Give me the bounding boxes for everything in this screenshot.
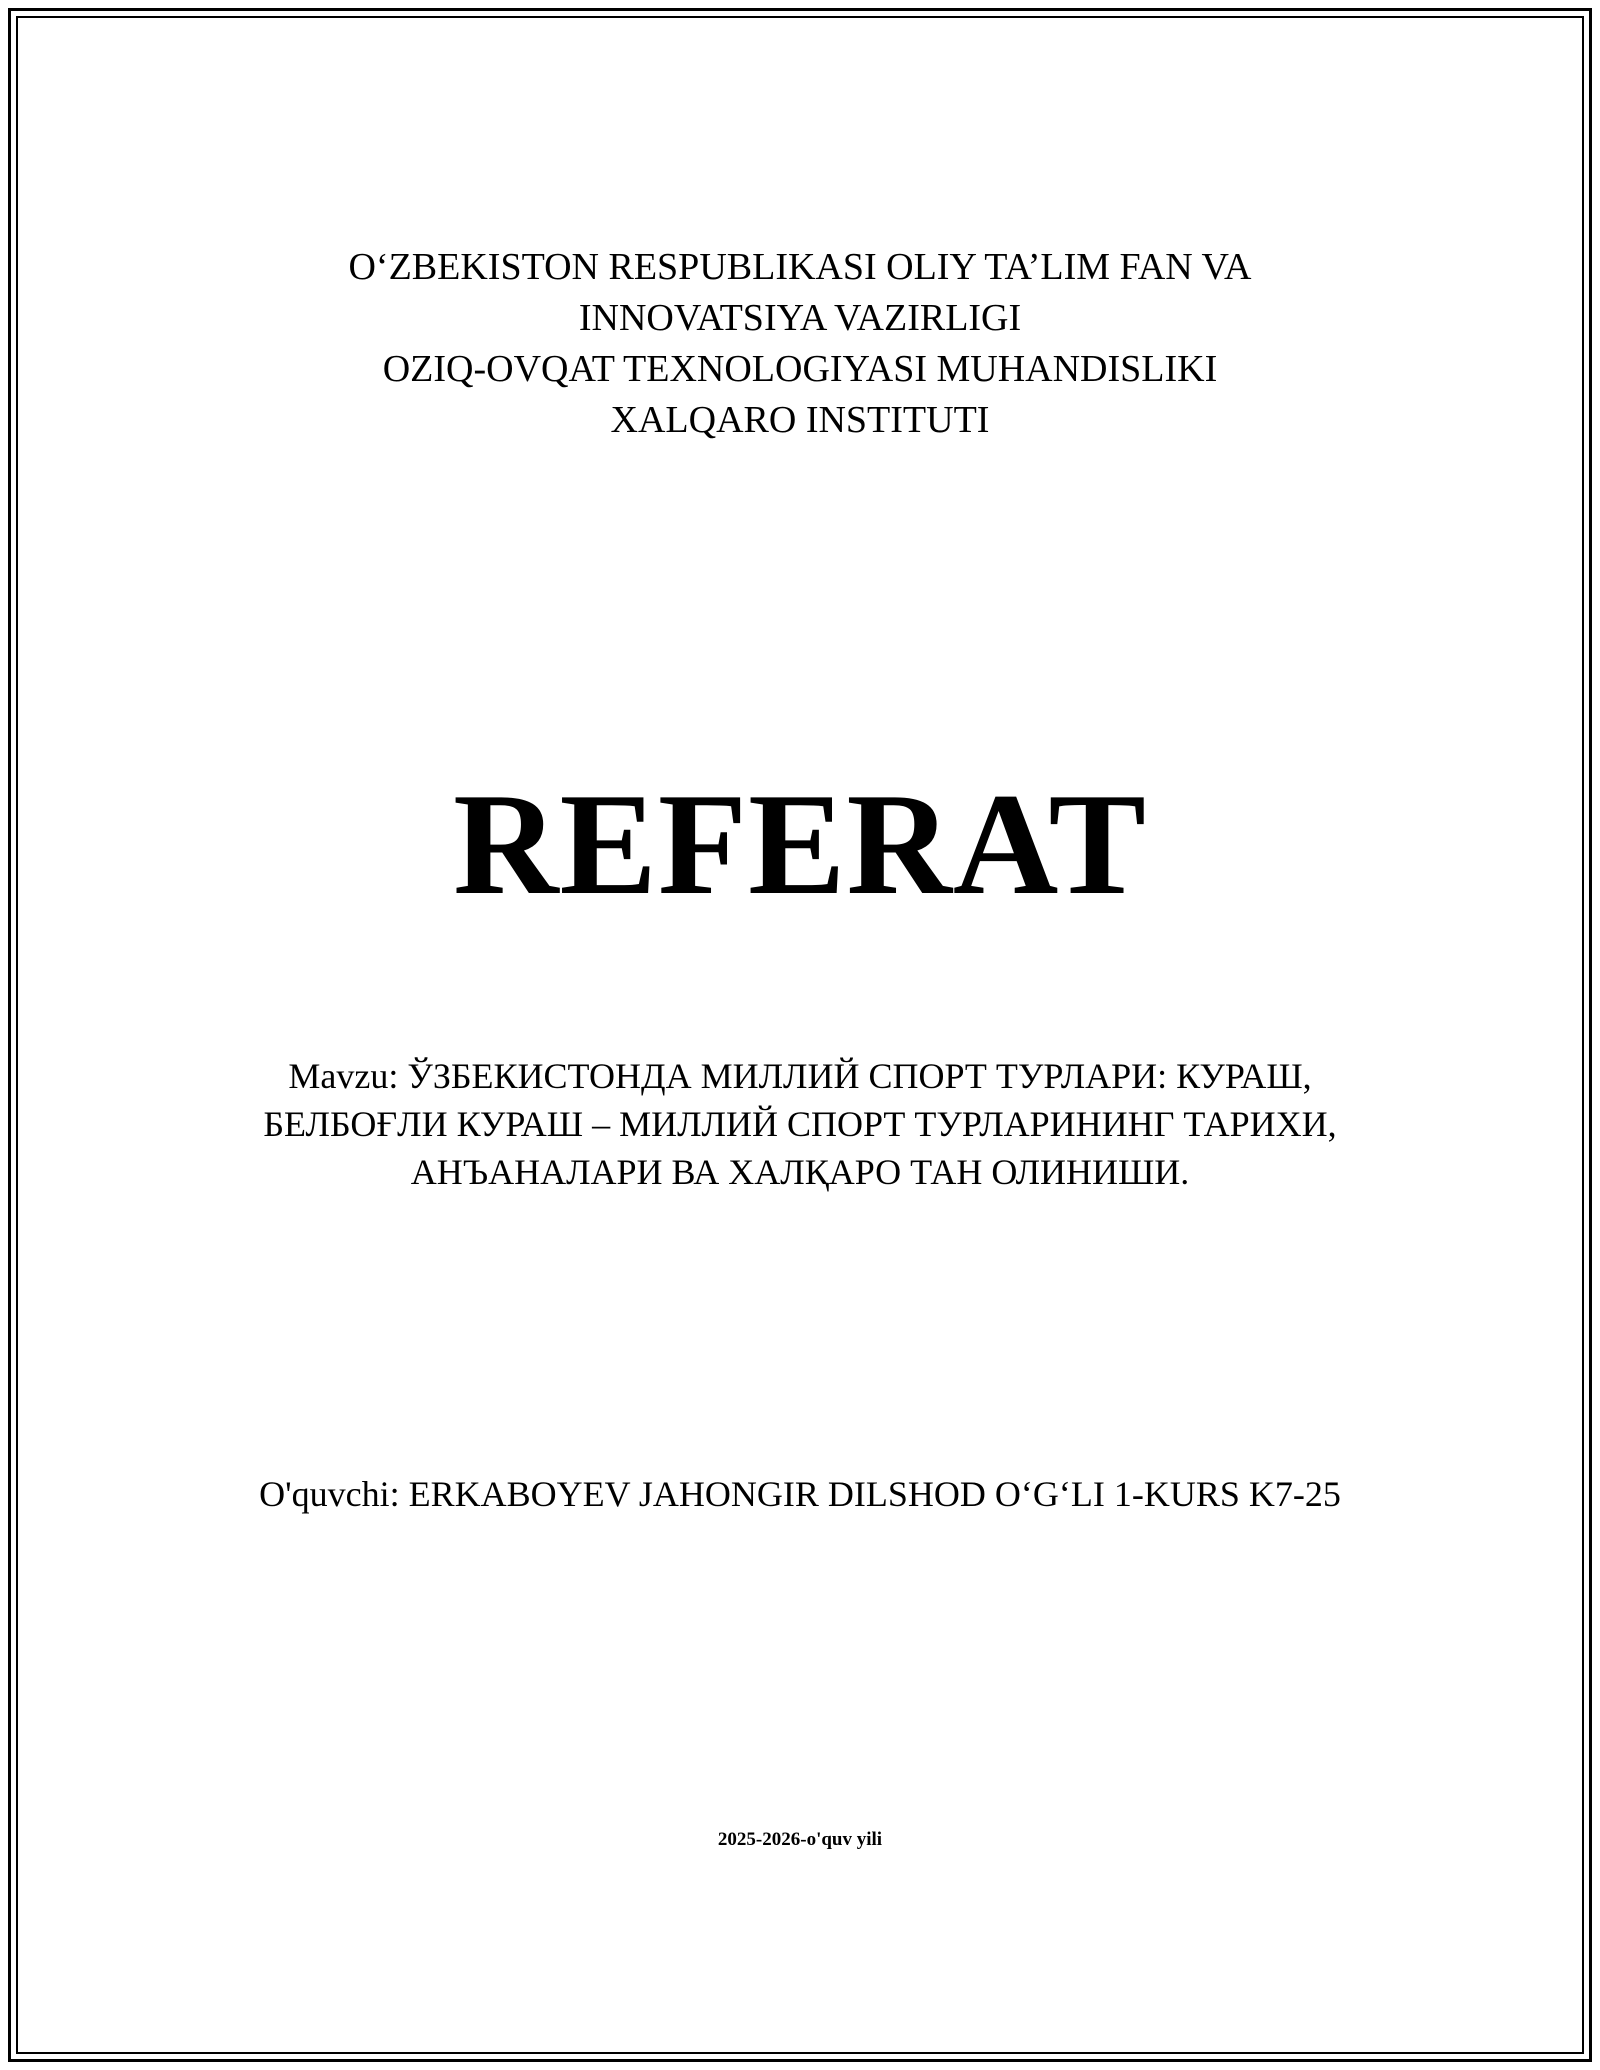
topic-line-1: Mavzu: ЎЗБЕКИСТОНДА МИЛЛИЙ СПОРТ ТУРЛАРИ: КУРАШ, [288, 1056, 1312, 1096]
header-line-4: XALQARO INSTITUTI [610, 399, 990, 441]
header-line-2: INNOVATSIYA VAZIRLIGI [578, 297, 1022, 339]
header-line-3: OZIQ-OVQAT TEXNOLOGIYASI MUHANDISLIKI [382, 348, 1218, 390]
topic-line-2: БЕЛБОҒЛИ КУРАШ – МИЛЛИЙ СПОРТ ТУРЛАРИНИНГ ТАРИХИ, [263, 1104, 1337, 1144]
institution-header [0, 242, 1600, 446]
document-title: REFERAT [453, 763, 1147, 925]
student-info: O'quvchi: ERKABOYEV JAHONGIR DILSHOD O‘G‘LI 1-KURS K7-25 [259, 1474, 1341, 1514]
topic-block [0, 1052, 1600, 1196]
topic-line-3: АНЪАНАЛАРИ ВА ХАЛҚАРО ТАН ОЛИНИШИ. [410, 1152, 1190, 1192]
header-line-1: O‘ZBEKISTON RESPUBLIKASI OLIY TA’LIM FAN VA [348, 246, 1252, 288]
academic-year: 2025-2026-o'quv yili [717, 1829, 883, 1850]
